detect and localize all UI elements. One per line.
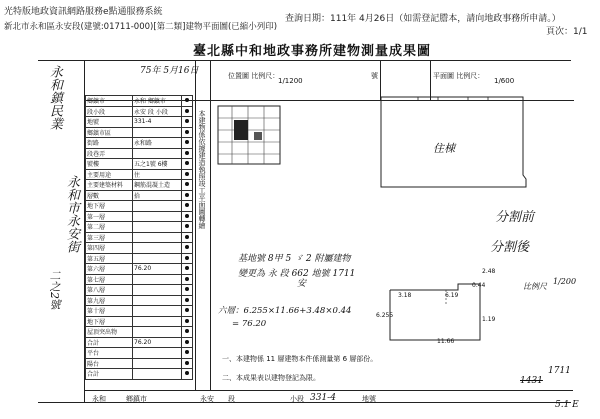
table-row (86, 232, 193, 243)
row-label: 第二層 (86, 222, 133, 233)
apply-date: 75年 5月16日 (140, 66, 199, 76)
row-mark (182, 327, 193, 338)
row-label: 屋頂突出物 (86, 327, 133, 338)
row-dot-icon (185, 172, 189, 176)
row-value (133, 306, 182, 317)
row-mark (182, 159, 193, 170)
row-value (133, 285, 182, 296)
row-value (133, 232, 182, 243)
row-dot-icon (185, 98, 189, 102)
row-mark (182, 211, 193, 222)
row-label: 地下層 (86, 201, 133, 212)
plan-scale-value: 1/200 (553, 277, 577, 286)
row-dot-icon (185, 193, 189, 197)
row-value: 永安 段 小段 (133, 106, 182, 117)
row-label: 第三層 (86, 232, 133, 243)
location-plan-scale-label: 位置圖 比例尺： (228, 72, 280, 80)
land-note: 基地號 8甲 5 ゞ 2 附屬建物 (238, 254, 351, 264)
row-mark (182, 190, 193, 201)
row-value (133, 253, 182, 264)
footer-city: 永和 (92, 395, 106, 403)
row-dot-icon (185, 319, 189, 323)
row-label: 第九層 (86, 295, 133, 306)
row-label: 層數 (86, 190, 133, 201)
row-mark (182, 337, 193, 348)
dim-0-44: 0.44 (472, 282, 486, 289)
row-label: 地號 (86, 117, 133, 128)
row-label: 鄉鎮市區 (86, 127, 133, 138)
row-mark (182, 148, 193, 159)
row-label: 第五層 (86, 253, 133, 264)
row-label: 第八層 (86, 285, 133, 296)
row-dot-icon (185, 371, 189, 375)
row-value (133, 222, 182, 233)
row-mark (182, 232, 193, 243)
table-row (86, 117, 193, 128)
floor-plan-scale-label: 平面圖 比例尺： (433, 72, 485, 80)
label-after-split: 分割後 (490, 240, 530, 255)
row-value (133, 148, 182, 159)
footer-lot-number: 331-4 (310, 393, 336, 403)
table-row (86, 274, 193, 285)
floor-plan-scale: 1/600 (494, 77, 515, 85)
row-label: 合計 (86, 337, 133, 348)
row-value: 永和 鄉鎮市 (133, 96, 182, 107)
plan-scale-label: 比例尺 (523, 282, 547, 291)
area-formula-result: = 76.20 (232, 319, 267, 329)
row-mark (182, 180, 193, 191)
table-row (86, 222, 193, 233)
row-value (133, 327, 182, 338)
table-row (86, 327, 193, 338)
row-label: 段巷弄 (86, 148, 133, 159)
floor-plan-outline (378, 95, 538, 195)
table-row (86, 169, 193, 180)
row-value (133, 274, 182, 285)
footer-section: 永安 (200, 395, 214, 403)
conversion-note: 本建物係依據建造執照竣工平面圖轉繪 (198, 110, 206, 229)
area-formula: 六層：6.255×11.66+3.48×0.44 (218, 306, 352, 316)
row-mark (182, 201, 193, 212)
handwritten-owner: 永和鎮民業 (47, 65, 62, 130)
footer-town-label: 鄉鎮市 (126, 395, 147, 403)
row-dot-icon (185, 340, 189, 344)
corner-mark: 5.1 E (555, 400, 579, 410)
location-plan-scale: 1/1200 (278, 77, 303, 85)
row-mark (182, 295, 193, 306)
floor-label: 住棟 (433, 142, 455, 155)
label-before-split: 分割前 (495, 210, 535, 225)
row-dot-icon (185, 308, 189, 312)
table-row (86, 180, 193, 191)
row-label: 第六層 (86, 264, 133, 275)
row-value (133, 295, 182, 306)
address-sub-note: 安 (297, 279, 307, 289)
table-row (86, 264, 193, 275)
row-mark (182, 106, 193, 117)
table-row (86, 306, 193, 317)
row-value: 331-4 (133, 117, 182, 128)
table-row (86, 285, 193, 296)
row-label: 陽台 (86, 358, 133, 369)
row-mark (182, 348, 193, 359)
row-mark (182, 138, 193, 149)
table-row (86, 253, 193, 264)
row-mark (182, 127, 193, 138)
row-value: 76.20 (133, 337, 182, 348)
row-dot-icon (185, 182, 189, 186)
row-mark (182, 96, 193, 107)
table-row (86, 159, 193, 170)
row-dot-icon (185, 266, 189, 270)
table-row (86, 106, 193, 117)
row-value: 拾 (133, 190, 182, 201)
row-dot-icon (185, 140, 189, 144)
row-dot-icon (185, 256, 189, 260)
row-value: 永和路 (133, 138, 182, 149)
row-label: 街路 (86, 138, 133, 149)
row-dot-icon (185, 119, 189, 123)
property-table (85, 95, 193, 380)
row-label: 第一層 (86, 211, 133, 222)
row-dot-icon (185, 203, 189, 207)
row-dot-icon (185, 350, 189, 354)
building-no-label: 號 (371, 72, 378, 80)
row-value (133, 201, 182, 212)
row-dot-icon (185, 298, 189, 302)
row-value (133, 211, 182, 222)
row-label: 鄉鎮市 (86, 96, 133, 107)
row-label: 號樓 (86, 159, 133, 170)
row-dot-icon (185, 329, 189, 333)
query-date: 查詢日期：111年 4月26日（如需登記謄本，請向地政事務所申請。） (285, 14, 561, 24)
row-value (133, 369, 182, 380)
system-name: 光特版地政資訊網路服務e點通服務系統 (4, 7, 163, 17)
row-mark (182, 243, 193, 254)
row-dot-icon (185, 214, 189, 218)
table-row (86, 148, 193, 159)
row-mark (182, 316, 193, 327)
dim-2-48: 2.48 (482, 268, 496, 275)
row-value: 鋼筋混凝土造 (133, 180, 182, 191)
row-mark (182, 253, 193, 264)
document-id: 新北市永和區永安段(建號:01711-000)[第二類]建物平面圖(已縮小列印) (4, 22, 278, 32)
row-value: 76.20 (133, 264, 182, 275)
row-mark (182, 358, 193, 369)
row-value: 住 (133, 169, 182, 180)
handwritten-number: 二之2號 (48, 270, 61, 310)
row-label: 地下層 (86, 316, 133, 327)
table-row (86, 316, 193, 327)
row-dot-icon (185, 130, 189, 134)
table-row (86, 243, 193, 254)
row-dot-icon (185, 109, 189, 113)
row-dot-icon (185, 361, 189, 365)
row-value (133, 348, 182, 359)
row-dot-icon (185, 224, 189, 228)
table-row (86, 211, 193, 222)
dim-1-19: 1.19 (482, 316, 496, 323)
table-row (86, 127, 193, 138)
row-dot-icon (185, 161, 189, 165)
row-label: 第四層 (86, 243, 133, 254)
row-value (133, 358, 182, 369)
row-mark (182, 285, 193, 296)
row-value: 五之1號 6樓 (133, 159, 182, 170)
table-row (86, 348, 193, 359)
dim-6-19: 6.19 (445, 292, 459, 299)
row-mark (182, 264, 193, 275)
table-row (86, 337, 193, 348)
table-row (86, 369, 193, 380)
table-row (86, 295, 193, 306)
page-total: 頁次：1/1 (546, 27, 588, 37)
address-change-note: 變更為 永 段 662 地號 1711 (238, 269, 356, 279)
table-row (86, 96, 193, 107)
handwritten-address: 永和市永安街 (64, 175, 79, 253)
row-dot-icon (185, 287, 189, 291)
sixth-floor-plan (380, 280, 490, 350)
row-mark (182, 306, 193, 317)
page-number-old: 1431 (520, 376, 543, 386)
row-value (133, 127, 182, 138)
note-2: 二、本成果表以建物登記為限。 (222, 374, 320, 382)
row-label: 合計 (86, 369, 133, 380)
row-label: 主要用途 (86, 169, 133, 180)
row-label: 第十層 (86, 306, 133, 317)
footer-sub-label: 小段 (290, 395, 304, 403)
form-title: 臺北縣中和地政事務所建物測量成果圖 (193, 44, 432, 59)
footer-lot-label: 地號 (362, 395, 376, 403)
dim-11-66: 11.66 (437, 338, 455, 345)
footer-section-label: 段 (228, 395, 235, 403)
dim-3-18: 3.18 (398, 292, 412, 299)
row-label: 平台 (86, 348, 133, 359)
note-1: 一、本建物係 11 層建物本件係測量第 6 層部份。 (222, 355, 378, 363)
location-plan-sketch (212, 100, 292, 172)
row-label: 段小段 (86, 106, 133, 117)
table-row (86, 201, 193, 212)
row-mark (182, 274, 193, 285)
table-row (86, 190, 193, 201)
row-value (133, 243, 182, 254)
row-dot-icon (185, 235, 189, 239)
table-row (86, 358, 193, 369)
row-mark (182, 169, 193, 180)
row-mark (182, 222, 193, 233)
row-dot-icon (185, 245, 189, 249)
row-mark (182, 369, 193, 380)
dim-6-255: 6.255 (376, 312, 394, 319)
row-mark (182, 117, 193, 128)
row-dot-icon (185, 151, 189, 155)
row-value (133, 316, 182, 327)
page-number: 1711 (548, 366, 571, 376)
row-dot-icon (185, 277, 189, 281)
row-label: 第七層 (86, 274, 133, 285)
row-label: 主要建築材料 (86, 180, 133, 191)
table-row (86, 138, 193, 149)
